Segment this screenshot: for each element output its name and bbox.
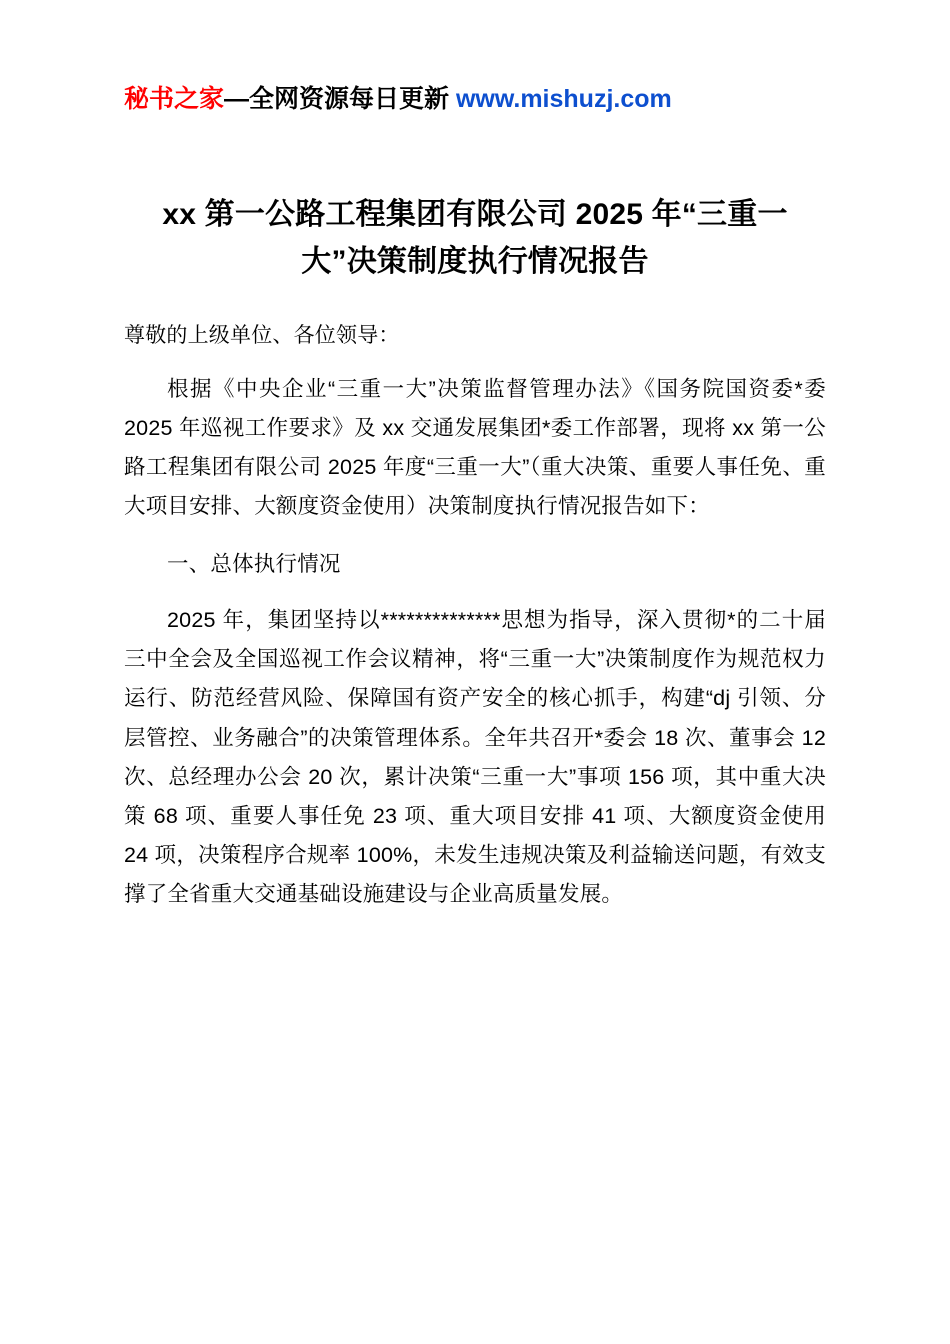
watermark-brand: 秘书之家 [124, 85, 225, 113]
page-title: xx 第一公路工程集团有限公司 2025 年“三重一大”决策制度执行情况报告 [162, 198, 788, 278]
body-paragraph-1: 根据《中央企业“三重一大”决策监督管理办法》《国务院国资委*委 2025 年巡视工作要求》及 xx 交通发展集团*委工作部署，现将 xx 第一公路工程集团有限公司 2025 年度“三重一大”（重大决策、重要人事任免、重大项目安排、大额度资金使用）决策制度执行情况报告如下： [124, 376, 826, 518]
section-heading-1: 一、总体执行情况 [167, 552, 341, 577]
watermark-url[interactable]: www.mishuzj.com [455, 85, 672, 113]
body-paragraph-2: 2025 年，集团坚持以**************思想为指导，深入贯彻*的二十届三中全会及全国巡视工作会议精神，将“三重一大”决策制度作为规范权力运行、防范经营风险、保障国有资产安全的核心抓手，构建“dj 引领、分层管控、业务融合”的决策管理体系。全年共召开*委会 18 次、董事会 12 次、总经理办公会 20 次，累计决策“三重一大”事项 156 项，其中重大决策 68 项、重要人事任免 23 项、重大项目安排 41 项、大额度资金使用 24 项，决策程序合规率 100%，未发生违规决策及利益输送问题，有效支撑了全省重大交通基础设施建设与企业高质量发展。 [124, 608, 826, 907]
watermark-tagline: —全网资源每日更新 [224, 85, 456, 113]
salutation-line: 尊敬的上级单位、各位领导： [124, 324, 400, 347]
watermark-header [124, 0, 826, 114]
